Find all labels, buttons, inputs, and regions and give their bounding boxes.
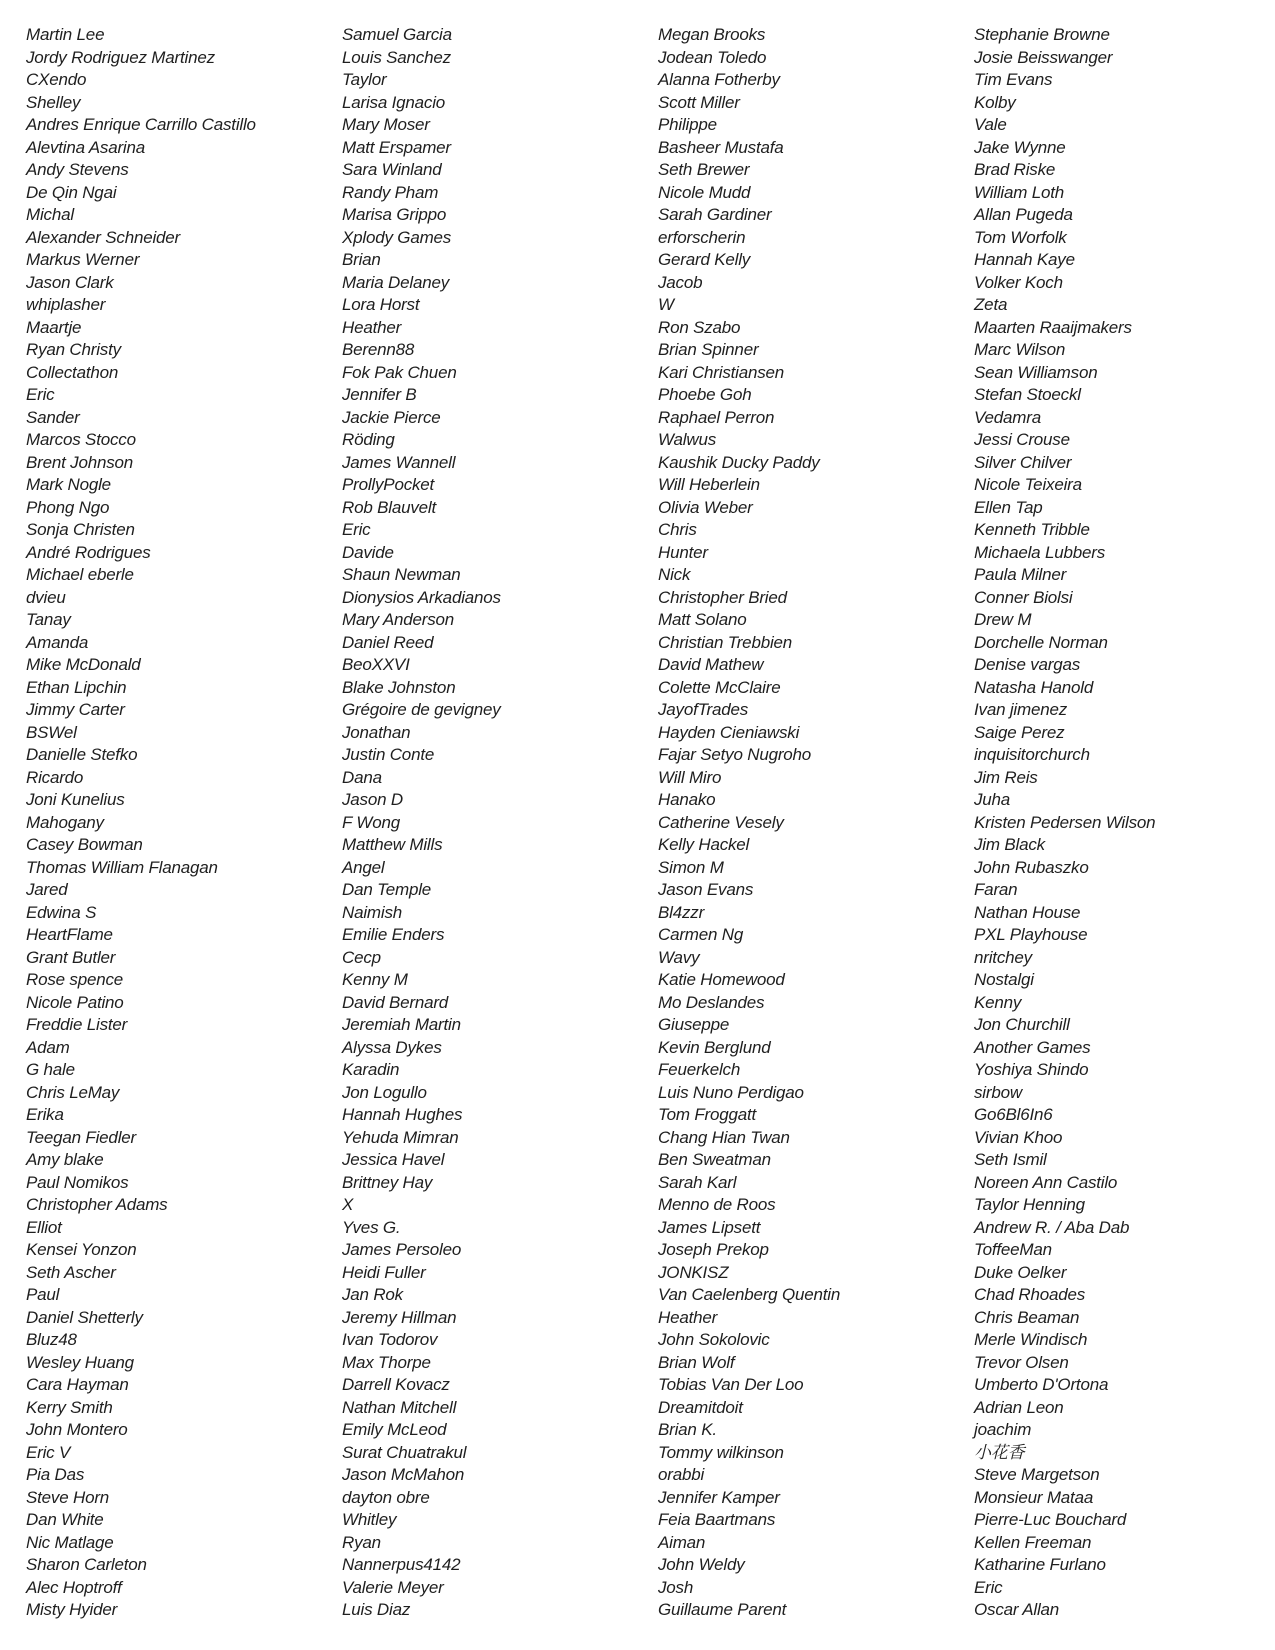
credit-name: F Wong xyxy=(342,812,401,832)
credit-name: Seth Ismil xyxy=(974,1150,1047,1169)
credit-name: orabbi xyxy=(658,1465,705,1484)
credit-name: sirbow xyxy=(974,1082,1022,1102)
credit-name: Alyssa Dykes xyxy=(342,1037,442,1057)
credit-name: Noreen Ann Castilo xyxy=(974,1172,1118,1192)
credit-name: Tom Worfolk xyxy=(974,227,1067,247)
credit-name: Davide xyxy=(342,542,394,562)
credit-name: Jason D xyxy=(342,790,403,809)
credit-name: Kelly Hackel xyxy=(658,835,750,854)
credit-name: Faran xyxy=(974,880,1018,899)
credit-name: Merle Windisch xyxy=(974,1330,1088,1349)
credit-name: Josh xyxy=(658,1577,694,1597)
credit-name: Philippe xyxy=(658,115,717,134)
credit-name: Monsieur Mataa xyxy=(974,1487,1094,1507)
credit-name: CXendo xyxy=(26,70,87,89)
credit-name: Heather xyxy=(342,317,402,337)
credit-name: Ben Sweatman xyxy=(658,1150,771,1169)
credit-name: Pierre-Luc Bouchard xyxy=(974,1510,1127,1529)
credit-name: Vedamra xyxy=(974,407,1041,427)
credit-name: Cara Hayman xyxy=(26,1375,129,1394)
credit-name: Basheer Mustafa xyxy=(658,137,784,157)
credit-name: Hunter xyxy=(658,542,708,562)
credit-name: Daniel Reed xyxy=(342,632,434,652)
credit-name: Brian K. xyxy=(658,1420,717,1439)
credit-name: Jacob xyxy=(658,272,703,292)
credit-name: Jon Logullo xyxy=(342,1082,427,1102)
credit-name: Tom Froggatt xyxy=(658,1105,757,1124)
credit-name: Jeremiah Martin xyxy=(342,1015,461,1034)
credit-name: Thomas William Flanagan xyxy=(26,857,218,877)
credit-name: Trevor Olsen xyxy=(974,1352,1069,1372)
credit-name: Walwus xyxy=(658,430,717,449)
credit-name: Matt Solano xyxy=(658,610,747,629)
credit-name: Kristen Pedersen Wilson xyxy=(974,812,1156,832)
credit-name: Kenny xyxy=(974,992,1022,1012)
credit-name: HeartFlame xyxy=(26,925,113,944)
credit-name: Maarten Raaijmakers xyxy=(974,317,1132,337)
credit-name: Justin Conte xyxy=(342,745,435,764)
credit-name: Angel xyxy=(342,857,385,877)
credit-name: Matt Erspamer xyxy=(342,137,451,157)
credit-name: Steve Horn xyxy=(26,1487,110,1507)
credit-name: Paul xyxy=(26,1285,60,1304)
credit-name: Nicole Teixeira xyxy=(974,475,1082,494)
credit-name: Aiman xyxy=(658,1532,706,1552)
credit-name: Emilie Enders xyxy=(342,925,445,944)
credit-name: André Rodrigues xyxy=(26,542,151,562)
names-column-3 xyxy=(658,24,840,1622)
credit-name: Drew M xyxy=(974,610,1032,629)
credit-name: Eric xyxy=(342,520,371,539)
credit-name: Dorchelle Norman xyxy=(974,632,1108,652)
credit-name: Valerie Meyer xyxy=(342,1577,444,1597)
credit-name: Ivan Todorov xyxy=(342,1330,438,1349)
credit-name: Markus Werner xyxy=(26,250,140,269)
credit-name: Feia Baartmans xyxy=(658,1510,776,1529)
credit-name: Brian xyxy=(342,250,381,269)
credit-name: Denise vargas xyxy=(974,655,1081,674)
credit-name: Conner Biolsi xyxy=(974,587,1073,607)
credit-name: Bl4zzr xyxy=(658,902,705,922)
credit-name: Umberto D'Ortona xyxy=(974,1375,1109,1394)
credit-name: Naimish xyxy=(342,902,403,922)
credit-name: Nicole Patino xyxy=(26,992,124,1012)
credit-name: Stephanie Browne xyxy=(974,25,1110,44)
credit-name: John Montero xyxy=(26,1420,128,1439)
credit-name: Christopher Bried xyxy=(658,587,787,607)
credit-name: Guillaume Parent xyxy=(658,1600,787,1619)
credit-name: Josie Beisswanger xyxy=(974,47,1113,67)
credit-name: Kellen Freeman xyxy=(974,1532,1092,1552)
credit-name: joachim xyxy=(974,1420,1032,1439)
credit-name: Wavy xyxy=(658,947,700,967)
credit-name: Martin Lee xyxy=(26,25,105,44)
credit-name: Cecp xyxy=(342,947,381,967)
credit-name: Nannerpus4142 xyxy=(342,1555,461,1574)
credit-name: Michaela Lubbers xyxy=(974,542,1105,562)
credit-name: Chris xyxy=(658,520,697,539)
credit-name: Sean Williamson xyxy=(974,362,1098,382)
credit-name: Erika xyxy=(26,1105,64,1124)
credit-name: Röding xyxy=(342,430,395,449)
credit-name: Michael eberle xyxy=(26,565,134,584)
credit-name: Adam xyxy=(26,1037,70,1057)
credit-name: Tim Evans xyxy=(974,70,1053,89)
credit-name: Dan Temple xyxy=(342,880,432,899)
credit-name: William Loth xyxy=(974,182,1065,202)
credit-name: Randy Pham xyxy=(342,182,439,202)
credit-name: Joni Kunelius xyxy=(26,790,125,809)
credit-name: Joseph Prekop xyxy=(658,1240,769,1259)
credit-name: Jake Wynne xyxy=(974,137,1066,157)
credit-name: Scott Miller xyxy=(658,92,740,112)
credit-name: Ivan jimenez xyxy=(974,700,1068,719)
credit-name: Casey Bowman xyxy=(26,835,143,854)
credit-name: Carmen Ng xyxy=(658,925,744,944)
names-column-2 xyxy=(342,24,501,1622)
credit-name: Rose spence xyxy=(26,970,124,989)
credit-name: David Mathew xyxy=(658,655,764,674)
credit-name: Jessi Crouse xyxy=(974,430,1070,449)
credit-name: Eric xyxy=(974,1577,1003,1597)
credit-name: JONKISZ xyxy=(658,1262,729,1282)
credit-name: Marcos Stocco xyxy=(26,430,136,449)
credit-name: De Qin Ngai xyxy=(26,182,117,202)
credit-name: Kari Christiansen xyxy=(658,362,785,382)
credit-name: Yoshiya Shindo xyxy=(974,1060,1089,1079)
credit-name: Seth Ascher xyxy=(26,1262,116,1282)
credit-name: Louis Sanchez xyxy=(342,47,451,67)
credit-name: Wesley Huang xyxy=(26,1352,134,1372)
credit-name: Jason Evans xyxy=(658,880,754,899)
credit-name: Raphael Perron xyxy=(658,407,775,427)
credit-name: Whitley xyxy=(342,1510,397,1529)
credit-name: Jared xyxy=(26,880,68,899)
credit-name: Matthew Mills xyxy=(342,835,443,854)
credit-name: Brian Wolf xyxy=(658,1352,735,1372)
credit-name: Will Heberlein xyxy=(658,475,760,494)
credit-name: Maria Delaney xyxy=(342,272,450,292)
credit-name: Luis Nuno Perdigao xyxy=(658,1082,804,1102)
credit-name: Oscar Allan xyxy=(974,1600,1060,1619)
credit-name: Chad Rhoades xyxy=(974,1285,1086,1304)
credit-name: Kensei Yonzon xyxy=(26,1240,137,1259)
credit-name: Sander xyxy=(26,407,80,427)
credit-name: Pia Das xyxy=(26,1465,85,1484)
credit-name: JayofTrades xyxy=(658,700,749,719)
credit-name: Nathan House xyxy=(974,902,1081,922)
credit-name: BSWel xyxy=(26,722,77,742)
credit-name: Andres Enrique Carrillo Castillo xyxy=(26,115,256,134)
credit-name: Will Miro xyxy=(658,767,722,787)
credit-name: 小花香 xyxy=(974,1442,1025,1462)
credit-name: Menno de Roos xyxy=(658,1195,776,1214)
credit-name: Lora Horst xyxy=(342,295,420,314)
credit-name: Duke Oelker xyxy=(974,1262,1067,1282)
credit-name: Dionysios Arkadianos xyxy=(342,587,501,607)
credit-name: Ricardo xyxy=(26,767,84,787)
credit-name: Collectathon xyxy=(26,362,119,382)
credit-name: Saige Perez xyxy=(974,722,1065,742)
credit-name: ToffeeMan xyxy=(974,1240,1052,1259)
credit-name: Larisa Ignacio xyxy=(342,92,446,112)
credit-name: Edwina S xyxy=(26,902,97,922)
credit-name: W xyxy=(658,295,674,314)
credit-name: Marisa Grippo xyxy=(342,205,447,224)
credit-name: Sonja Christen xyxy=(26,520,135,539)
credit-name: Andy Stevens xyxy=(26,160,129,179)
credit-name: Kenny M xyxy=(342,970,408,989)
credit-name: James Wannell xyxy=(342,452,456,472)
credit-name: dayton obre xyxy=(342,1487,430,1507)
credit-name: Go6Bl6In6 xyxy=(974,1105,1053,1124)
credit-name: Kaushik Ducky Paddy xyxy=(658,452,820,472)
credit-name: John Sokolovic xyxy=(658,1330,770,1349)
credit-name: Fajar Setyo Nugroho xyxy=(658,745,812,764)
credit-name: Jan Rok xyxy=(342,1285,403,1304)
credit-name: Chang Hian Twan xyxy=(658,1127,790,1147)
credit-name: Christian Trebbien xyxy=(658,632,793,652)
credit-name: Daniel Shetterly xyxy=(26,1307,143,1327)
credit-name: Juha xyxy=(974,790,1011,809)
credit-name: Bluz48 xyxy=(26,1330,77,1349)
credit-name: Mahogany xyxy=(26,812,104,832)
credit-name: Vale xyxy=(974,115,1007,134)
credit-name: Silver Chilver xyxy=(974,452,1072,472)
credit-name: Brent Johnson xyxy=(26,452,134,472)
credit-name: Jason McMahon xyxy=(342,1465,465,1484)
credit-name: Nick xyxy=(658,565,691,584)
credit-name: Phong Ngo xyxy=(26,497,110,517)
credit-name: Tobias Van Der Loo xyxy=(658,1375,804,1394)
credit-name: Ryan xyxy=(342,1532,381,1552)
credit-name: Jennifer Kamper xyxy=(658,1487,780,1507)
credit-name: Taylor xyxy=(342,70,387,89)
credit-name: Mary Moser xyxy=(342,115,430,134)
credit-name: Sarah Karl xyxy=(658,1172,737,1192)
credit-name: Amanda xyxy=(26,632,89,652)
credit-name: Ryan Christy xyxy=(26,340,121,359)
credit-name: Vivian Khoo xyxy=(974,1127,1063,1147)
credit-name: Sarah Gardiner xyxy=(658,205,772,224)
credit-name: Catherine Vesely xyxy=(658,812,784,832)
credit-name: Kenneth Tribble xyxy=(974,520,1090,539)
names-column-4 xyxy=(974,24,1155,1622)
credit-name: Alanna Fotherby xyxy=(658,70,780,89)
credit-name: Paul Nomikos xyxy=(26,1172,129,1192)
credit-name: erforscherin xyxy=(658,227,746,247)
credit-name: Hayden Cieniawski xyxy=(658,722,800,742)
credit-name: Alevtina Asarina xyxy=(26,137,146,157)
credit-name: Colette McClaire xyxy=(658,677,781,697)
credit-name: Yves G. xyxy=(342,1217,401,1237)
credit-name: John Rubaszko xyxy=(974,857,1089,877)
credit-name: Elliot xyxy=(26,1217,62,1237)
credit-name: Emily McLeod xyxy=(342,1420,447,1439)
credit-name: Marc Wilson xyxy=(974,340,1066,359)
credit-name: Christopher Adams xyxy=(26,1195,168,1214)
credit-name: Andrew R. / Aba Dab xyxy=(974,1217,1130,1237)
credit-name: Jimmy Carter xyxy=(26,700,125,719)
credit-name: Ron Szabo xyxy=(658,317,741,337)
credit-name: David Bernard xyxy=(342,992,449,1012)
credit-name: Teegan Fiedler xyxy=(26,1127,136,1147)
credit-name: Nathan Mitchell xyxy=(342,1397,457,1417)
names-column-1 xyxy=(26,24,256,1622)
credit-name: Allan Pugeda xyxy=(974,205,1073,224)
credit-name: Zeta xyxy=(974,295,1008,314)
credit-name: Steve Margetson xyxy=(974,1465,1100,1484)
credit-name: Alexander Schneider xyxy=(26,227,181,247)
credit-name: Adrian Leon xyxy=(974,1397,1064,1417)
credit-name: Freddie Lister xyxy=(26,1015,128,1034)
credit-name: Jordy Rodriguez Martinez xyxy=(26,47,215,67)
credit-name: Karadin xyxy=(342,1060,400,1079)
credit-name: Jennifer B xyxy=(342,385,417,404)
credit-name: Sharon Carleton xyxy=(26,1555,147,1574)
credit-name: Volker Koch xyxy=(974,272,1063,292)
credit-name: nritchey xyxy=(974,947,1032,967)
credit-name: Katie Homewood xyxy=(658,970,785,989)
credit-name: Another Games xyxy=(974,1037,1091,1057)
credit-name: Jonathan xyxy=(342,722,411,742)
credit-name: Mo Deslandes xyxy=(658,992,765,1012)
credit-name: inquisitorchurch xyxy=(974,745,1090,764)
credit-name: James Persoleo xyxy=(342,1240,462,1259)
credit-name: Xplody Games xyxy=(342,227,452,247)
credit-name: Megan Brooks xyxy=(658,25,766,44)
credit-name: Hannah Kaye xyxy=(974,250,1075,269)
credit-name: Chris Beaman xyxy=(974,1307,1080,1327)
credit-name: Seth Brewer xyxy=(658,160,750,179)
credit-name: BeoXXVI xyxy=(342,655,410,674)
credit-name: Hannah Hughes xyxy=(342,1105,463,1124)
credit-name: Gerard Kelly xyxy=(658,250,751,269)
credit-name: Shaun Newman xyxy=(342,565,461,584)
credit-name: Mary Anderson xyxy=(342,610,455,629)
credit-name: Max Thorpe xyxy=(342,1352,431,1372)
credit-name: Eric V xyxy=(26,1442,71,1462)
credit-name: Rob Blauvelt xyxy=(342,497,436,517)
credit-name: Hanako xyxy=(658,790,716,809)
credit-name: Berenn88 xyxy=(342,340,415,359)
credit-name: Blake Johnston xyxy=(342,677,456,697)
credit-name: Brittney Hay xyxy=(342,1172,433,1192)
credit-name: whiplasher xyxy=(26,295,106,314)
credit-name: Kevin Berglund xyxy=(658,1037,771,1057)
credit-name: Taylor Henning xyxy=(974,1195,1085,1214)
credit-name: Darrell Kovacz xyxy=(342,1375,450,1394)
credit-name: Paula Milner xyxy=(974,565,1067,584)
credit-name: James Lipsett xyxy=(658,1217,761,1237)
credit-name: Simon M xyxy=(658,857,724,877)
credit-name: Yehuda Mimran xyxy=(342,1127,459,1147)
credit-name: Heidi Fuller xyxy=(342,1262,426,1282)
credit-name: ProllyPocket xyxy=(342,475,435,494)
credit-name: Brad Riske xyxy=(974,160,1056,179)
credit-name: Jason Clark xyxy=(26,272,114,292)
credit-name: Jim Black xyxy=(974,835,1045,854)
credit-name: Dan White xyxy=(26,1510,104,1529)
credit-name: Dana xyxy=(342,767,382,787)
credit-name: PXL Playhouse xyxy=(974,925,1088,944)
credit-name: Nic Matlage xyxy=(26,1532,114,1552)
credit-name: Katharine Furlano xyxy=(974,1555,1106,1574)
credit-name: Tanay xyxy=(26,610,71,629)
credit-name: Luis Diaz xyxy=(342,1600,411,1619)
credit-name: Sara Winland xyxy=(342,160,442,179)
credit-name: Phoebe Goh xyxy=(658,385,752,404)
credit-name: X xyxy=(342,1195,354,1214)
credit-name: Maartje xyxy=(26,317,82,337)
credit-name: Misty Hyider xyxy=(26,1600,118,1619)
credit-name: Dreamitdoit xyxy=(658,1397,743,1417)
credit-name: Jodean Toledo xyxy=(658,47,767,67)
credit-name: Fok Pak Chuen xyxy=(342,362,457,382)
credit-name: Feuerkelch xyxy=(658,1060,741,1079)
credit-name: Mike McDonald xyxy=(26,655,141,674)
credit-name: Jon Churchill xyxy=(974,1015,1070,1034)
credit-name: Grégoire de gevigney xyxy=(342,700,501,719)
credit-name: Tommy wilkinson xyxy=(658,1442,784,1462)
credit-name: Kolby xyxy=(974,92,1016,112)
credit-name: Natasha Hanold xyxy=(974,677,1094,697)
credit-name: Eric xyxy=(26,385,55,404)
credit-name: Mark Nogle xyxy=(26,475,111,494)
credit-name: Jackie Pierce xyxy=(342,407,441,427)
credit-name: John Weldy xyxy=(658,1555,745,1574)
credit-name: Jessica Havel xyxy=(342,1150,445,1169)
credit-name: G hale xyxy=(26,1060,75,1079)
credit-name: Amy blake xyxy=(26,1150,104,1169)
credit-name: Heather xyxy=(658,1307,718,1327)
credit-name: dvieu xyxy=(26,587,66,607)
credit-name: Ethan Lipchin xyxy=(26,677,127,697)
credit-name: Ellen Tap xyxy=(974,497,1043,517)
credit-name: Brian Spinner xyxy=(658,340,759,359)
credit-name: Grant Butler xyxy=(26,947,116,967)
credit-name: Van Caelenberg Quentin xyxy=(658,1285,841,1304)
credit-name: Shelley xyxy=(26,92,81,112)
credit-name: Giuseppe xyxy=(658,1015,730,1034)
credit-name: Jim Reis xyxy=(974,767,1038,787)
credit-name: Nostalgi xyxy=(974,970,1034,989)
credit-name: Chris LeMay xyxy=(26,1082,120,1102)
credit-name: Michal xyxy=(26,205,74,224)
credit-name: Jeremy Hillman xyxy=(342,1307,457,1327)
credit-name: Olivia Weber xyxy=(658,497,753,517)
credit-name: Samuel Garcia xyxy=(342,25,452,44)
credit-name: Nicole Mudd xyxy=(658,182,751,202)
credit-name: Stefan Stoeckl xyxy=(974,385,1081,404)
credit-name: Kerry Smith xyxy=(26,1397,113,1417)
credit-name: Alec Hoptroff xyxy=(26,1577,122,1597)
credit-name: Surat Chuatrakul xyxy=(342,1442,467,1462)
credit-name: Danielle Stefko xyxy=(26,745,138,764)
